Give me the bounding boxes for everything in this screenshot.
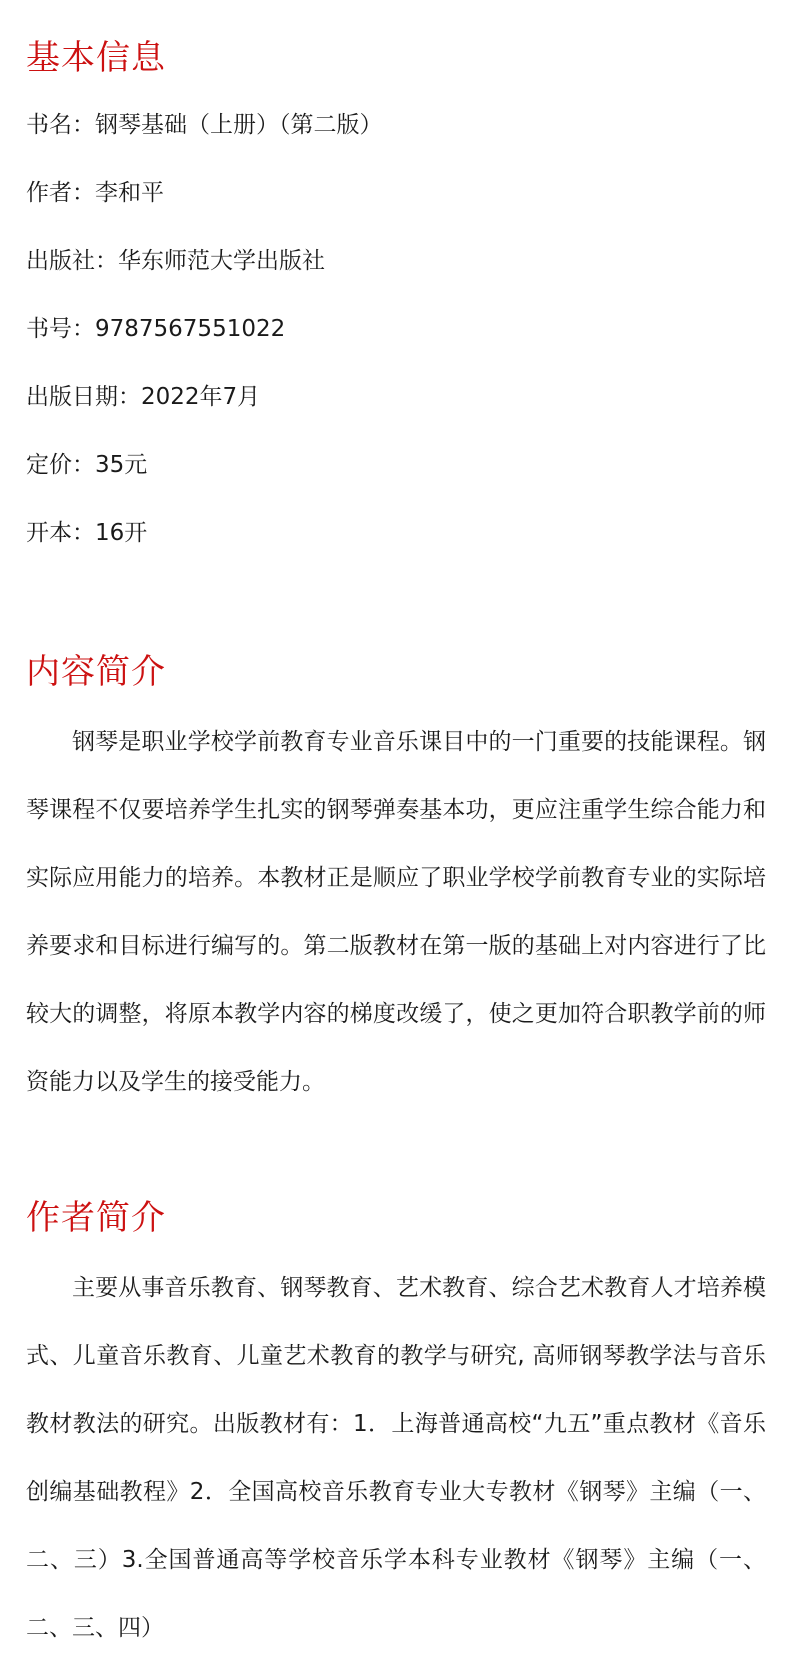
author-intro-text: 主要从事音乐教育、钢琴教育、艺术教育、综合艺术教育人才培养模式、儿童音乐教育、儿童艺术教育的教学与研究, 高师钢琴教学法与音乐教材教法的研究。出版教材有：1．上海普通高校“九五”重点教材《音乐创编基础教程》2．全国高校音乐教育专业大专教材《钢琴》主编（一、二、三）3.全国普通高等学校音乐学本科专业教材《钢琴》主编（一、二、三、四） (26, 1275, 766, 1641)
section-title-author-intro: 作者简介 (26, 1198, 166, 1238)
info-author: 作者：李和平 (26, 180, 164, 206)
info-book-title: 书名：钢琴基础（上册）（第二版） (26, 112, 383, 138)
info-format: 开本：16开 (26, 520, 148, 546)
info-isbn: 书号：9787567551022 (26, 316, 286, 342)
content-intro-text: 钢琴是职业学校学前教育专业音乐课目中的一门重要的技能课程。钢琴课程不仅要培养学生扎实的钢琴弹奏基本功，更应注重学生综合能力和实际应用能力的培养。本教材正是顺应了职业学校学前教育专业的实际培养要求和目标进行编写的。第二版教材在第一版的基础上对内容进行了比较大的调整，将原本教学内容的梯度改缓了，使之更加符合职教学前的师资能力以及学生的接受能力。 (26, 729, 766, 1095)
info-publish-date: 出版日期：2022年7月 (26, 384, 261, 410)
info-price: 定价：35元 (26, 452, 148, 478)
section-title-basic-info: 基本信息 (26, 38, 166, 78)
basic-info-list (26, 110, 383, 548)
info-publisher: 出版社：华东师范大学出版社 (26, 248, 325, 274)
section-title-content-intro: 内容简介 (26, 652, 166, 692)
